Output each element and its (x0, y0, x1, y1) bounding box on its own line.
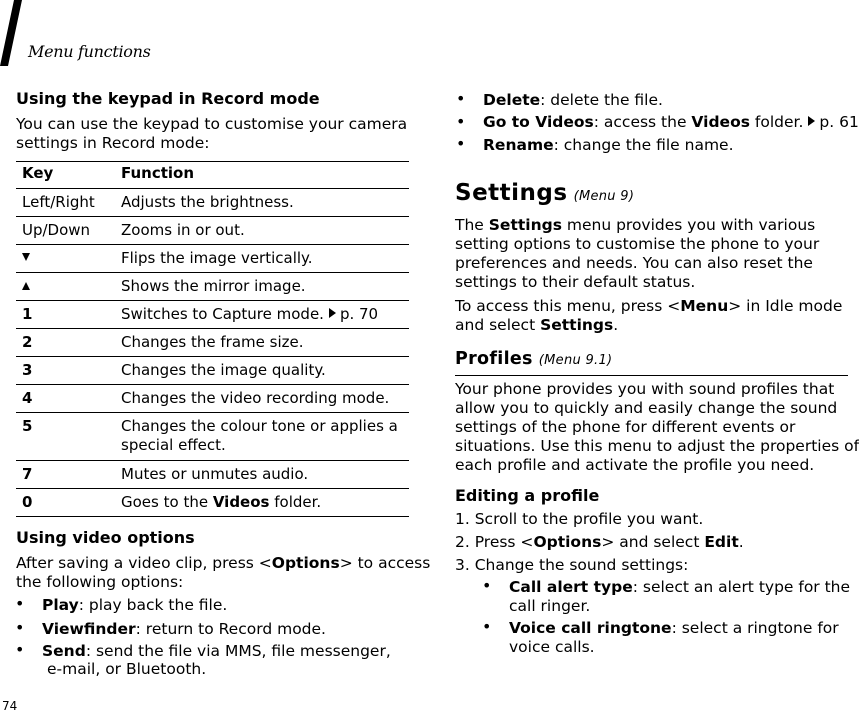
editing-step: 2. Press <Options> and select Edit. (455, 533, 744, 551)
bullet-icon: • (482, 576, 492, 595)
table-cell-key: 5 (22, 417, 33, 435)
table-rule (16, 216, 409, 217)
table-cell-function: Flips the image vertically. (121, 249, 313, 267)
table-cell-function: Adjusts the brightness. (121, 193, 294, 211)
table-rule (16, 300, 409, 301)
bullet-icon: • (456, 112, 466, 131)
editing-step: 3. Change the sound settings: (455, 556, 689, 574)
table-rule (16, 328, 409, 329)
settings-para-line: settings to their default status. (455, 273, 696, 291)
table-rule (16, 460, 409, 461)
profiles-para-line: each profile and activate the profile you need. (455, 456, 815, 474)
bullet-icon: • (15, 640, 25, 659)
editing-profile-heading: Editing a profile (455, 486, 600, 505)
table-rule (16, 161, 409, 162)
bullet-icon: • (456, 89, 466, 108)
table-cell-key: 0 (22, 493, 33, 511)
star-key-icon (22, 249, 30, 267)
page-reference[interactable]: p. 61 (819, 113, 859, 131)
profiles-section-title: Profiles (Menu 9.1) (455, 349, 613, 369)
list-item-text: Delete: delete the file. (483, 91, 663, 109)
video-intro-line2: the following options: (16, 573, 184, 591)
table-cell-function: Changes the video recording mode. (121, 389, 390, 407)
table-rule (16, 272, 409, 273)
profiles-para-line: situations. Use this menu to adjust the properties of (455, 437, 859, 455)
video-intro-line1: After saving a video clip, press <Options> to access (16, 554, 431, 572)
profiles-menu-tag: (Menu 9.1) (538, 353, 613, 368)
table-rule (16, 412, 409, 413)
profiles-para-line: Your phone provides you with sound profiles that (455, 380, 835, 398)
table-rule (16, 356, 409, 357)
keypad-section-heading: Using the keypad in Record mode (16, 89, 320, 108)
table-header-key: Key (22, 164, 54, 182)
profiles-para-line: allow you to quickly and easily change the sound (455, 399, 838, 417)
list-item-text: Go to Videos: access the Videos folder. p. 61 (483, 113, 859, 131)
table-cell-key: 1 (22, 305, 33, 323)
bullet-icon: • (456, 134, 466, 153)
list-item-text: Viewfinder: return to Record mode. (42, 620, 326, 638)
list-item-text: Rename: change the file name. (483, 136, 734, 154)
settings-section-title: Settings (Menu 9) (455, 180, 635, 206)
table-cell-function: Changes the image quality. (121, 361, 326, 379)
bullet-icon: • (15, 594, 25, 613)
arrow-right-icon (329, 308, 336, 318)
table-cell-key: 2 (22, 333, 33, 351)
table-header-function: Function (121, 164, 195, 182)
list-item-text-line2: call ringer. (509, 597, 591, 615)
page-number: 74 (2, 699, 18, 713)
arrow-right-icon (808, 116, 815, 126)
profiles-para-line: settings of the phone for different events or (455, 418, 796, 436)
list-item-text: Play: play back the file. (42, 596, 228, 614)
settings-access-line: To access this menu, press <Menu> in Idle mode (455, 297, 843, 315)
table-rule (16, 384, 409, 385)
list-item-text-line2: voice calls. (509, 638, 595, 656)
table-cell-function-line2: special effect. (121, 436, 226, 454)
table-cell-function: Shows the mirror image. (121, 277, 306, 295)
table-cell-key: 4 (22, 389, 33, 407)
video-section-heading: Using video options (16, 528, 195, 547)
table-rule (16, 488, 409, 489)
editing-step: 1. Scroll to the profile you want. (455, 510, 704, 528)
header-accent-bar (0, 0, 30, 66)
list-item-text: Call alert type: select an alert type for the (509, 578, 851, 596)
keypad-intro-line2: settings in Record mode: (16, 134, 210, 152)
table-cell-function: Changes the colour tone or applies a (121, 417, 398, 435)
page-header-title: Menu functions (28, 42, 151, 61)
profiles-rule (455, 375, 848, 376)
page-reference[interactable]: p. 70 (339, 305, 379, 323)
settings-para-line: The Settings menu provides you with various (455, 216, 816, 234)
table-cell-function: Changes the frame size. (121, 333, 304, 351)
table-cell-function: Goes to the Videos folder. (121, 493, 322, 511)
hash-key-icon (22, 278, 30, 296)
table-cell-key: 3 (22, 361, 33, 379)
table-cell-key: Up/Down (22, 221, 91, 239)
list-item-text: Voice call ringtone: select a ringtone for (509, 619, 839, 637)
settings-menu-tag: (Menu 9) (573, 189, 635, 204)
bullet-icon: • (15, 618, 25, 637)
settings-para-line: preferences and needs. You can also reset the (455, 254, 813, 272)
settings-access-line: and select Settings. (455, 316, 619, 334)
table-cell-key: Left/Right (22, 193, 95, 211)
bullet-icon: • (482, 617, 492, 636)
table-rule (16, 516, 409, 517)
settings-para-line: setting options to customise the phone to your (455, 235, 820, 253)
table-cell-key: 7 (22, 465, 33, 483)
table-cell-function: Zooms in or out. (121, 221, 245, 239)
list-item-text-line2: e-mail, or Bluetooth. (47, 660, 207, 678)
table-cell-function: Mutes or unmutes audio. (121, 465, 309, 483)
keypad-intro-line1: You can use the keypad to customise your camera (16, 115, 408, 133)
list-item-text: Send: send the file via MMS, file messenger, (42, 642, 391, 660)
table-rule (16, 188, 409, 189)
table-rule (16, 244, 409, 245)
table-cell-function: Switches to Capture mode. p. 70 (121, 305, 379, 323)
